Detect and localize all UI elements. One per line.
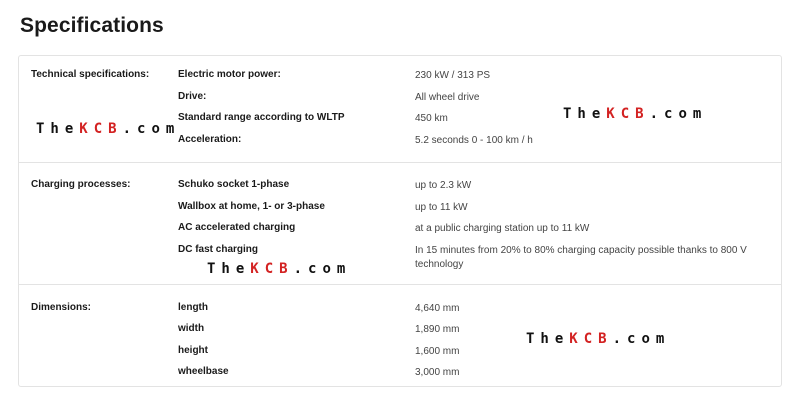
table-row — [19, 345, 781, 361]
row-key: length — [178, 302, 208, 313]
row-key: Drive: — [178, 91, 207, 102]
row-key: Standard range according to WLTP — [178, 112, 345, 123]
table-row — [19, 302, 781, 318]
section-label: Dimensions: — [31, 302, 92, 313]
table-row — [19, 91, 781, 107]
watermark: TheKCB.com — [36, 121, 181, 137]
row-value: 3,000 mm — [415, 367, 460, 378]
row-value: In 15 minutes from 20% to 80% charging capacity possible thanks to 800 V technology — [415, 245, 747, 270]
section-label: Technical specifications: — [31, 69, 150, 80]
row-key: wheelbase — [178, 366, 229, 377]
row-key: Acceleration: — [178, 134, 242, 145]
watermark: TheKCB.com — [207, 261, 352, 277]
row-value: All wheel drive — [415, 92, 480, 103]
row-value: at a public charging station up to 11 kW — [415, 223, 590, 234]
row-key: Electric motor power: — [178, 69, 281, 80]
row-value: up to 11 kW — [415, 202, 468, 213]
watermark: TheKCB.com — [526, 331, 671, 347]
table-row — [19, 366, 781, 382]
row-value: 230 kW / 313 PS — [415, 70, 491, 81]
row-key: DC fast charging — [178, 244, 259, 255]
row-key: width — [178, 323, 205, 334]
row-value: 5.2 seconds 0 - 100 km / h — [415, 135, 533, 146]
row-key: AC accelerated charging — [178, 222, 296, 233]
section-charging — [19, 162, 781, 285]
watermark: TheKCB.com — [563, 106, 708, 122]
table-row — [19, 179, 781, 195]
row-value: 4,640 mm — [415, 303, 460, 314]
page-title: Specifications — [20, 14, 164, 37]
row-key: Schuko socket 1-phase — [178, 179, 290, 190]
row-value: 1,600 mm — [415, 346, 460, 357]
row-value: up to 2.3 kW — [415, 180, 472, 191]
row-key: height — [178, 345, 208, 356]
section-label: Charging processes: — [31, 179, 131, 190]
table-row — [19, 69, 781, 85]
table-row — [19, 222, 781, 238]
row-key: Wallbox at home, 1- or 3-phase — [178, 201, 325, 212]
row-value: 450 km — [415, 113, 448, 124]
table-row — [19, 201, 781, 217]
row-value: 1,890 mm — [415, 324, 460, 335]
